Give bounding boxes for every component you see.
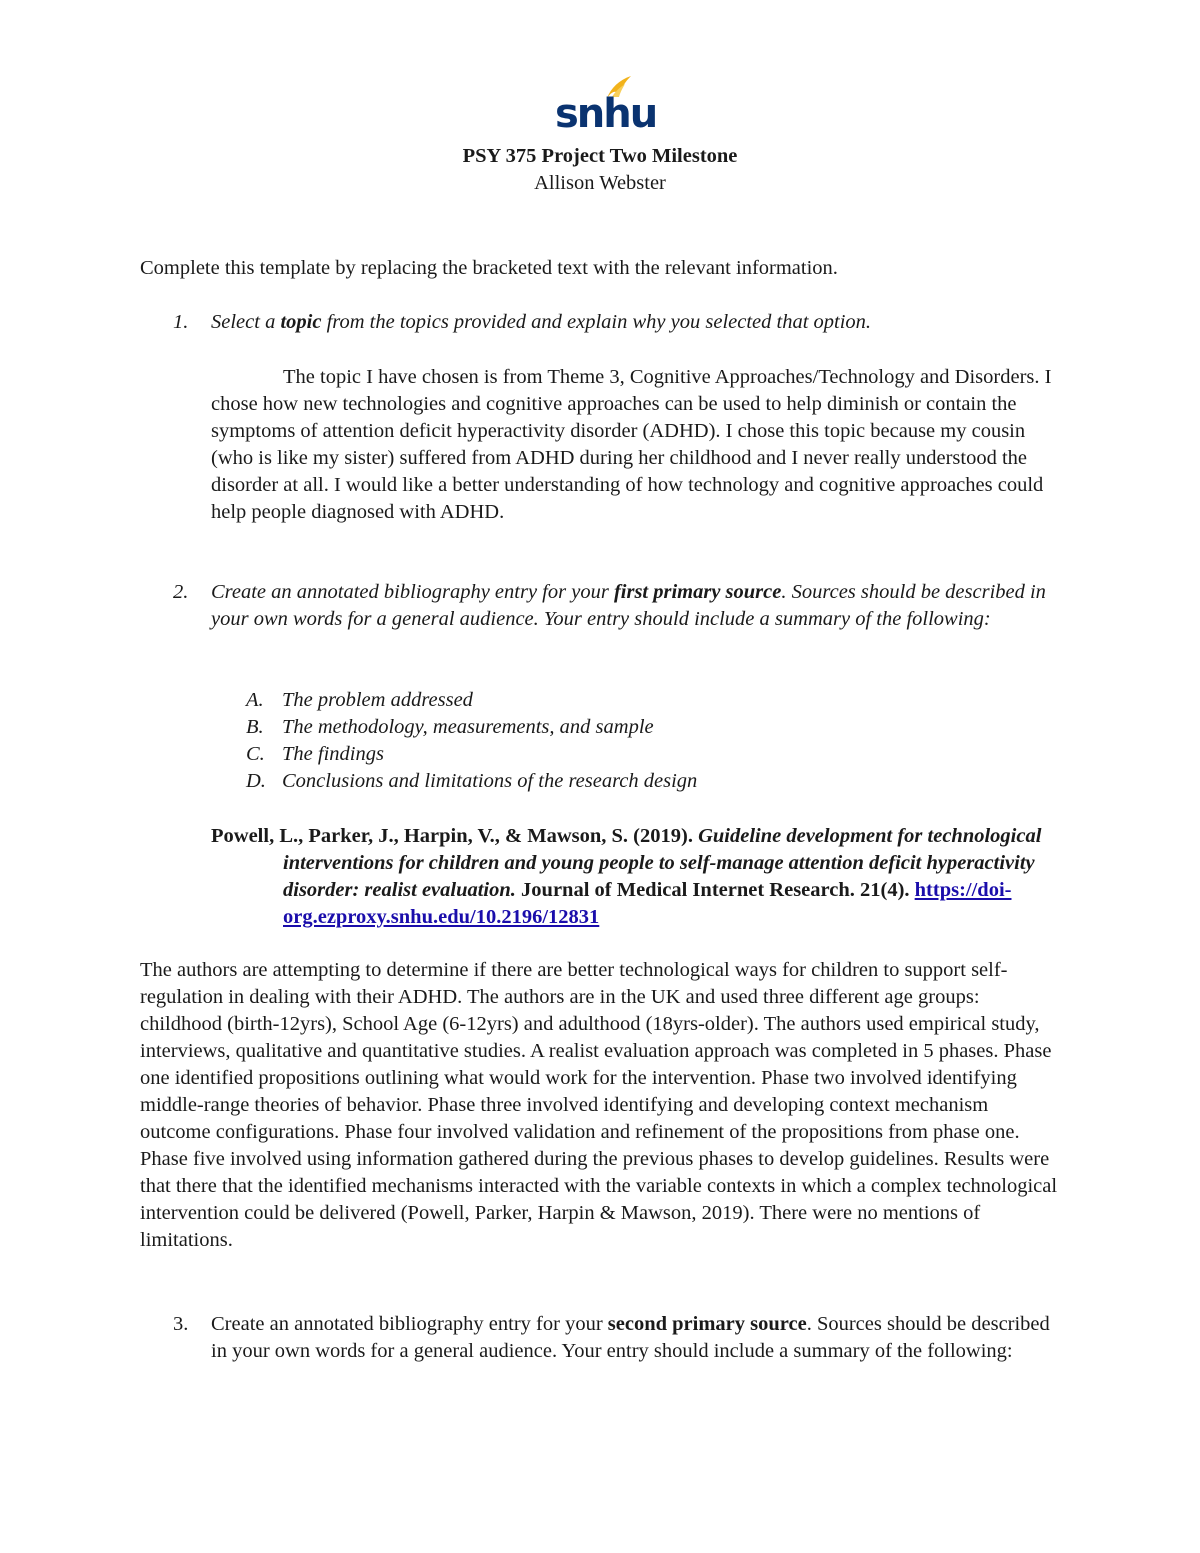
logo-wordmark: snhu [555,91,657,137]
question-keyword: topic [280,311,322,333]
question-1 [140,309,1060,336]
question-2 [140,579,1060,633]
bibliography-citation [211,823,1061,931]
doi-link[interactable]: https://doi-org.ezproxy.snhu.edu/10.2196/12831 [283,879,1012,928]
citation-authors: Powell, L., Parker, J., Harpin, V., & Mawson, S. (2019). [211,825,699,847]
question-keyword: first primary source [613,581,782,603]
snhu-logo [555,74,657,137]
answer-1 [211,364,1061,526]
document-title: PSY 375 Project Two Milestone [462,145,738,167]
list-item: A. The problem addressed [246,689,473,711]
answer-text: The topic I have chosen is from Theme 3, Cognitive Approaches/Technology and Disorders. I chose how new technologies and cognitive approaches can be used to help diminish or contain the symptoms of attention deficit hyperactivity disorder (ADHD). I chose this topic because my cousin (who is like my sister) suffered from ADHD during her childhood and I never really understood the disorder at all. I would like a better understanding of how technology and cognitive approaches could help people diagnosed with ADHD. [211,366,1052,523]
list-item: C. The findings [246,743,384,765]
question-text: Create an annotated bibliography entry for your second primary source. Sources should be described in your own words for a general audience. Your entry should include a summary of the following: [211,1313,1050,1362]
question-text: Select a topic from the topics provided and explain why you selected that option. [211,311,872,333]
citation-journal: Journal of Medical Internet Research. 21(4). [515,879,915,901]
question-3 [140,1311,1060,1365]
question-text: Create an annotated bibliography entry for your first primary source. Sources should be described in your own words for a general audience. Your entry should include a summary of the following: [211,581,1046,630]
author-name: Allison Webster [534,172,666,194]
list-item: B. The methodology, measurements, and sample [246,716,654,738]
annotation-summary [140,957,1060,1254]
question-number: 3. [173,1313,189,1335]
summary-requirements-list [246,687,1026,795]
summary-text: The authors are attempting to determine if there are better technological ways for children to support self-regulation in dealing with their ADHD. The authors are in the UK and used three different age groups: childhood (birth-12yrs), School Age (6-12yrs) and adulthood (18yrs-older). The authors used empirical study, interviews, qualitative and quantitative studies. A realist evaluation approach was completed in 5 phases. Phase one identified propositions outlining what would work for the intervention. Phase two involved identifying middle-range theories of behavior. Phase three involved identifying and developing context mechanism outcome configurations. Phase four involved validation and refinement of the propositions from phase one. Phase five involved using information gathered during the previous phases to develop guidelines. Results were that there that the identified mechanisms interacted with the variable contexts in which a complex technological intervention could be delivered (Powell, Parker, Harpin & Mawson, 2019). There were no mentions of limitations. [140,959,1058,1251]
question-keyword: second primary source [607,1313,807,1335]
list-item: D. Conclusions and limitations of the research design [246,770,698,792]
question-number: 2. [173,581,189,603]
citation-title: Guideline development for technological interventions for children and young people to self-manage attention deficit hyperactivity disorder: realist evaluation. [283,825,1042,901]
question-number: 1. [173,311,189,333]
intro-instructions: Complete this template by replacing the bracketed text with the relevant information. [140,257,838,279]
